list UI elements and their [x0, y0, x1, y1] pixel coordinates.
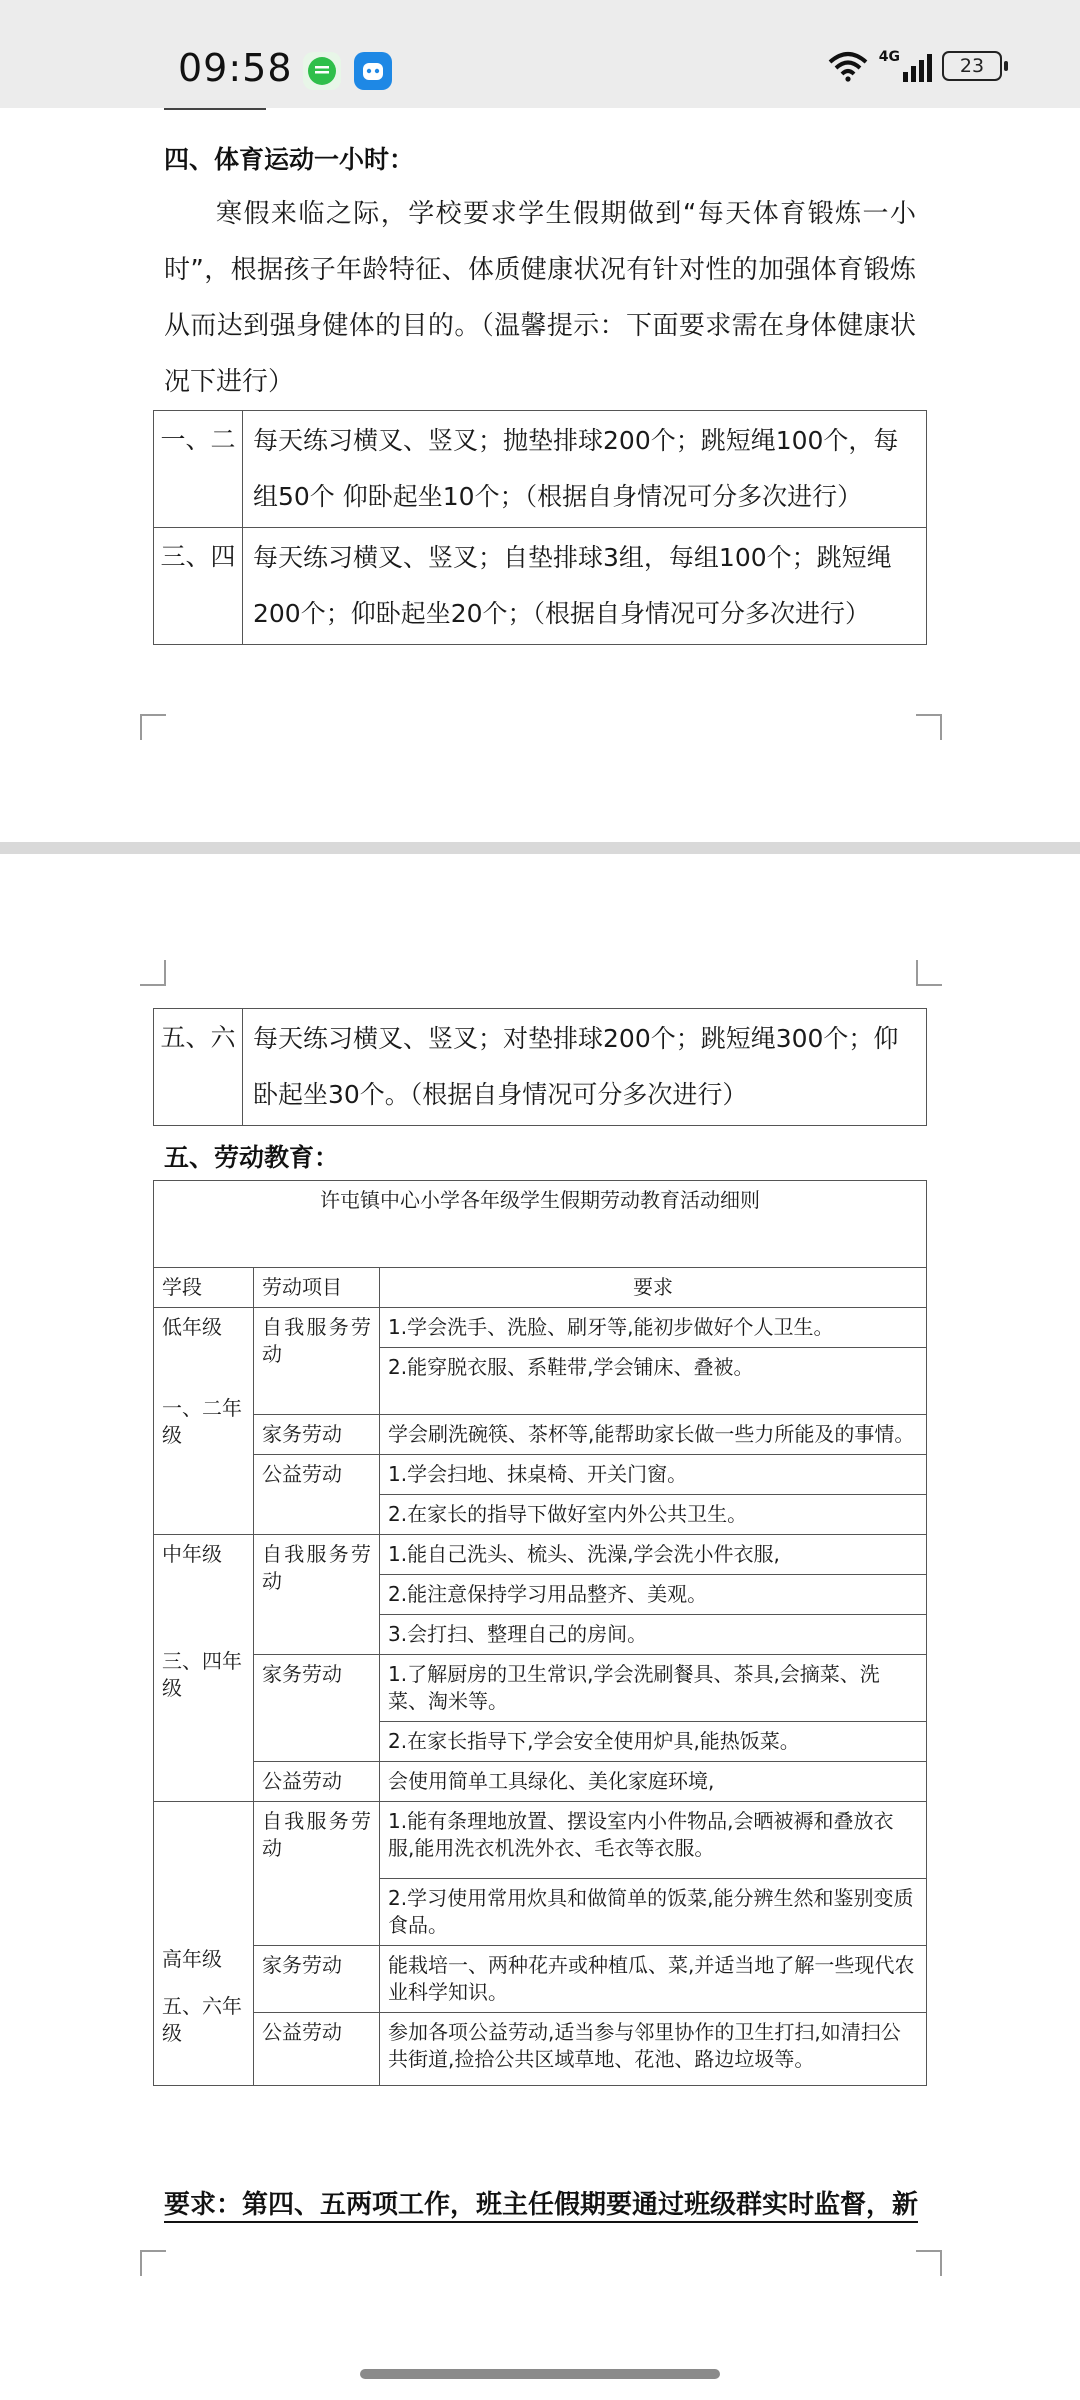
content-cell: 每天练习横叉、竖叉；抛垫排球200个；跳短绳100个，每组50个 仰卧起坐10个；（根据自身情况可分多次进行）: [243, 411, 927, 528]
requirement-cell: 1.能自己洗头、梳头、洗澡,学会洗小件衣服,: [380, 1535, 927, 1575]
stage-grades: 五、六年级: [162, 1994, 242, 2045]
requirement-cell: 1.能有条理地放置、摆设室内小件物品,会晒被褥和叠放衣服,能用洗衣机洗外衣、毛衣等衣服。: [380, 1802, 927, 1879]
item-cell: 家务劳动: [254, 1655, 380, 1762]
home-gesture-bar[interactable]: [360, 2369, 720, 2379]
grade-cell: 三、四: [154, 528, 243, 645]
item-cell: 自我服务劳动: [254, 1308, 380, 1415]
table-title-row: [154, 1181, 927, 1268]
item-cell: 公益劳动: [254, 2013, 380, 2086]
header-item: 劳动项目: [254, 1268, 380, 1308]
crop-mark: [140, 960, 166, 986]
stage-name: 低年级: [162, 1315, 222, 1339]
cellular-signal-icon: [879, 50, 932, 82]
clipped-text-fragment: [164, 108, 266, 116]
requirement-cell: 2.学习使用常用炊具和做简单的饭菜,能分辨生然和鉴别变质食品。: [380, 1879, 927, 1946]
item-cell: 家务劳动: [254, 1946, 380, 2013]
battery-icon: 23: [942, 51, 1002, 81]
footer-requirement: 要求：第四、五两项工作，班主任假期要通过班级群实时监督，新: [164, 2184, 918, 2223]
table-row: [154, 1415, 927, 1455]
table-row: [154, 1308, 927, 1348]
section-heading-pe: 四、体育运动一小时：: [164, 145, 415, 174]
section-heading-labor: 五、劳动教育：: [164, 1143, 340, 1172]
grade-cell: 一、二: [154, 411, 243, 528]
robot-app-icon: [354, 52, 392, 90]
table-header-row: [154, 1268, 927, 1308]
table-row: [154, 1762, 927, 1802]
stage-name: 中年级: [162, 1542, 222, 1566]
stage-cell-high: [154, 1802, 254, 2086]
requirement-cell: 1.学会扫地、抹桌椅、开关门窗。: [380, 1455, 927, 1495]
pe-table-2: [153, 1008, 927, 1126]
stage-grades: 一、二年级: [162, 1396, 242, 1447]
header-requirement: 要求: [380, 1268, 927, 1308]
stage-name: 高年级: [162, 1947, 222, 1971]
grade-cell: 五、六: [154, 1009, 243, 1126]
pe-table-1: [153, 410, 927, 645]
content-cell: 每天练习横叉、竖叉；自垫排球3组，每组100个；跳短绳200个；仰卧起坐20个；（根据自身情况可分多次进行）: [243, 528, 927, 645]
requirement-cell: 2.在家长的指导下做好室内外公共卫生。: [380, 1495, 927, 1535]
stage-grades: 三、四年级: [162, 1649, 242, 1700]
requirement-cell: 能栽培一、两种花卉或种植瓜、菜,并适当地了解一些现代农业科学知识。: [380, 1946, 927, 2013]
table-row: [154, 528, 927, 645]
labor-table: [153, 1180, 927, 2086]
item-cell: 公益劳动: [254, 1762, 380, 1802]
content-cell: 每天练习横叉、竖叉；对垫排球200个；跳短绳300个；仰卧起坐30个。（根据自身情况可分多次进行）: [243, 1009, 927, 1126]
crop-mark: [140, 714, 166, 740]
page-separator: [0, 842, 1080, 854]
table-row: [154, 1946, 927, 2013]
item-cell: 家务劳动: [254, 1415, 380, 1455]
table-row: [154, 411, 927, 528]
requirement-cell: 2.在家长指导下,学会安全使用炉具,能热饭菜。: [380, 1722, 927, 1762]
crop-mark: [916, 960, 942, 986]
section-paragraph-pe: 寒假来临之际，学校要求学生假期做到“每天体育锻炼一小时”，根据孩子年龄特征、体质健康状况有针对性的加强体育锻炼从而达到强身健体的目的。（温馨提示：下面要求需在身体健康状况下进行）: [164, 199, 916, 397]
item-cell: 自我服务劳动: [254, 1802, 380, 1946]
wifi-icon: [827, 50, 869, 82]
requirement-cell: 1.学会洗手、洗脸、刷牙等,能初步做好个人卫生。: [380, 1308, 927, 1348]
table-row: [154, 2013, 927, 2086]
crop-mark: [916, 2250, 942, 2276]
requirement-cell: 1.了解厨房的卫生常识,学会洗刷餐具、茶具,会摘菜、洗菜、淘米等。: [380, 1655, 927, 1722]
table-row: [154, 1535, 927, 1575]
crop-mark: [916, 714, 942, 740]
header-stage: 学段: [154, 1268, 254, 1308]
requirement-cell: 参加各项公益劳动,适当参与邻里协作的卫生打扫,如清扫公共街道,捡拾公共区域草地、花池、路边垃圾等。: [380, 2013, 927, 2086]
status-icons: [827, 50, 1002, 82]
requirement-cell: 2.能穿脱衣服、系鞋带,学会铺床、叠被。: [380, 1348, 927, 1415]
table-title: 许屯镇中心小学各年级学生假期劳动教育活动细则: [154, 1181, 927, 1268]
requirement-cell: 学会刷洗碗筷、茶杯等,能帮助家长做一些力所能及的事情。: [380, 1415, 927, 1455]
requirement-cell: 会使用简单工具绿化、美化家庭环境,: [380, 1762, 927, 1802]
item-cell: 自我服务劳动: [254, 1535, 380, 1655]
stage-cell-mid: [154, 1535, 254, 1802]
network-type: 4G: [878, 49, 900, 65]
clock: 09:58: [178, 46, 293, 90]
requirement-cell: 3.会打扫、整理自己的房间。: [380, 1615, 927, 1655]
requirement-cell: 2.能注意保持学习用品整齐、美观。: [380, 1575, 927, 1615]
item-cell: 公益劳动: [254, 1455, 380, 1535]
table-row: [154, 1455, 927, 1495]
table-row: [154, 1009, 927, 1126]
message-app-icon: [303, 52, 341, 90]
status-bar: [0, 0, 1080, 108]
crop-mark: [140, 2250, 166, 2276]
stage-cell-low: [154, 1308, 254, 1535]
table-row: [154, 1655, 927, 1722]
table-row: [154, 1802, 927, 1879]
